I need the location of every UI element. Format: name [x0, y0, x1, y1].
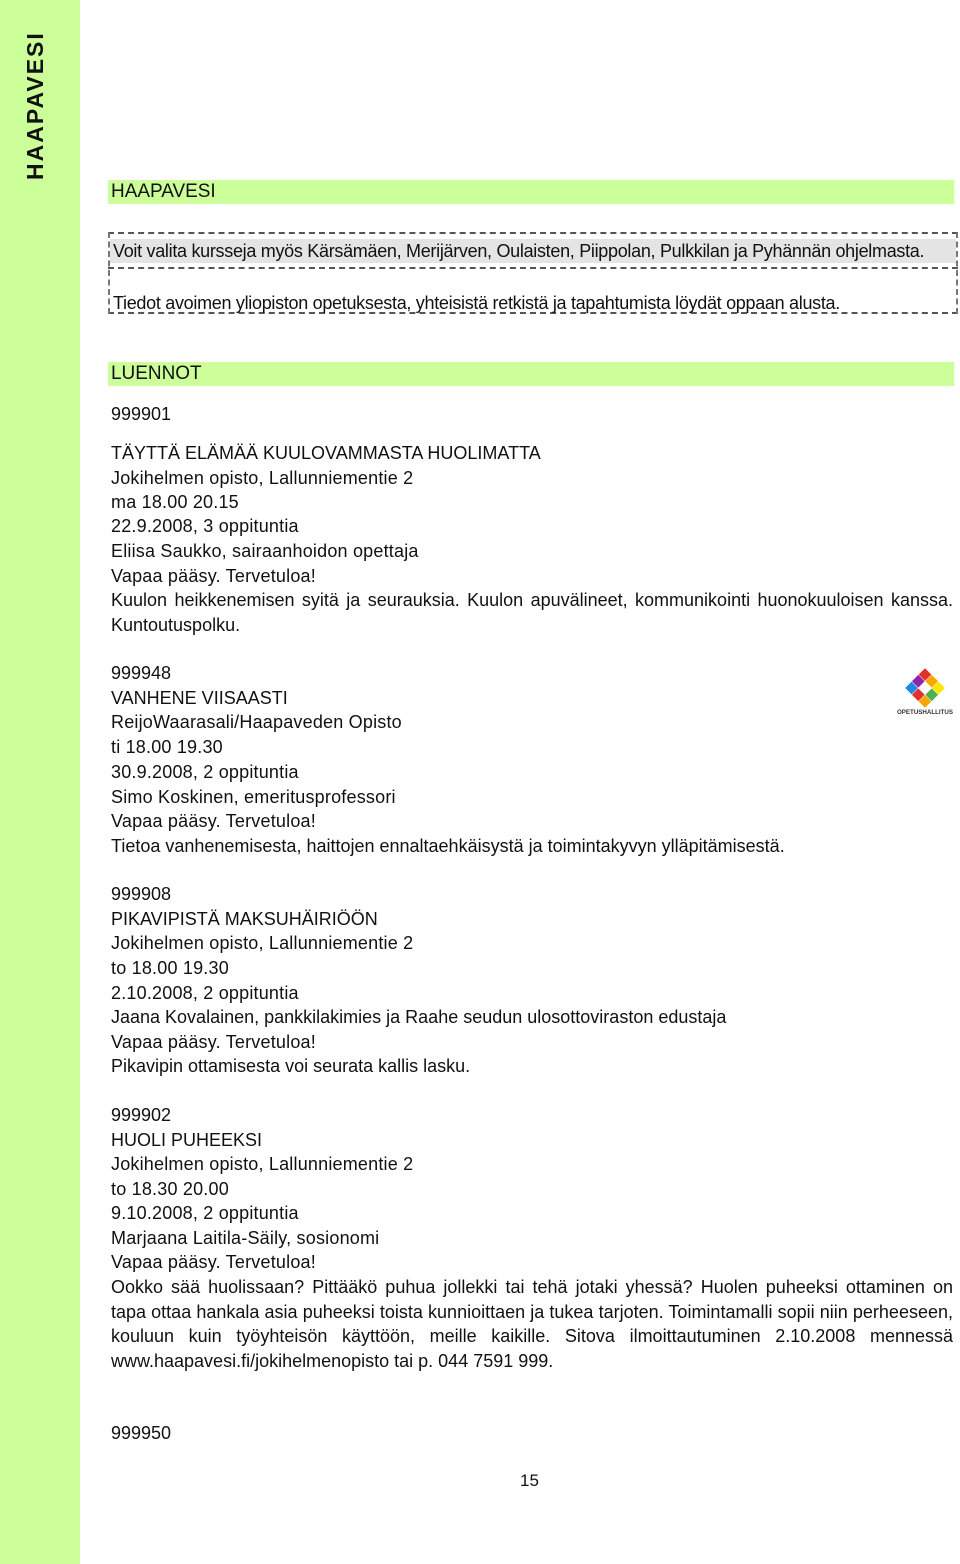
- course-place: ReijoWaarasali/Haapaveden Opisto: [111, 712, 402, 732]
- course-code: 999901: [111, 404, 172, 424]
- course-title: PIKAVIPISTÄ MAKSUHÄIRIÖÖN: [111, 909, 378, 929]
- course-code: 999948: [111, 663, 172, 683]
- course-description: Kuulon heikkenemisen syitä ja seurauksia. Kuulon apuvälineet, kommunikointi huonokuuloisen kanssa. Kuntoutuspolku.: [111, 590, 953, 635]
- course-date: 2.10.2008, 2 oppituntia: [111, 983, 299, 1003]
- course-teacher: Eliisa Saukko, sairaanhoidon opettaja: [111, 541, 419, 561]
- course-teacher: Simo Koskinen, emeritusprofessori: [111, 787, 396, 807]
- course-admission: Vapaa pääsy. Tervetuloa!: [111, 1032, 316, 1052]
- course-time: to 18.30 20.00: [111, 1179, 229, 1199]
- course-time: to 18.00 19.30: [111, 958, 229, 978]
- course-date: 22.9.2008, 3 oppituntia: [111, 516, 299, 536]
- course-place: Jokihelmen opisto, Lallunniementie 2: [111, 1154, 414, 1174]
- course-place: Jokihelmen opisto, Lallunniementie 2: [111, 933, 414, 953]
- logo-text: OPETUSHALLITUS: [896, 709, 954, 716]
- section-title: LUENNOT: [108, 362, 954, 386]
- notice-divider: [108, 267, 958, 269]
- course-code: 999950: [111, 1423, 172, 1443]
- course-teacher: Jaana Kovalainen, pankkilakimies ja Raahe seudun ulosottoviraston edustaja: [111, 1007, 727, 1027]
- course-place: Jokihelmen opisto, Lallunniementie 2: [111, 468, 414, 488]
- course-title: TÄYTTÄ ELÄMÄÄ KUULOVAMMASTA HUOLIMATTA: [111, 443, 541, 463]
- opetushallitus-logo: [893, 668, 957, 716]
- page-header: HAAPAVESI: [108, 180, 954, 204]
- course-title: HUOLI PUHEEKSI: [111, 1130, 263, 1150]
- course-description: Tietoa vanhenemisesta, haittojen ennaltaehkäisystä ja toimintakyvyn ylläpitämisestä.: [111, 836, 785, 856]
- course-teacher: Marjaana Laitila-Säily, sosionomi: [111, 1228, 380, 1248]
- page-number: 15: [520, 1471, 539, 1490]
- course-time: ti 18.00 19.30: [111, 737, 223, 757]
- course-admission: Vapaa pääsy. Tervetuloa!: [111, 566, 316, 586]
- course-date: 9.10.2008, 2 oppituntia: [111, 1203, 299, 1223]
- course-description: Ookko sää huolissaan? Pittääkö puhua jollekki tai tehä jotaki yhessä? Huolen puheeksi ottaminen on tapa ottaa hankala asia puheeksi toista kunnioittaen ja tukea tarjoten. Toimintamalli sopii niin perheeseen, kouluun kuin työyhteisön käyttöön, meille kaikille. Sitova ilmoittautuminen 2.10.2008 mennessä www.haapavesi.fi/jokihelmenopisto tai p. 044 7591 999.: [111, 1277, 953, 1371]
- sidebar-title: HAAPAVESI: [22, 31, 48, 180]
- course-admission: Vapaa pääsy. Tervetuloa!: [111, 1252, 316, 1272]
- notice-line-1: Voit valita kursseja myös Kärsämäen, Merijärven, Oulaisten, Piippolan, Pulkkilan ja Pyhännän ohjelmasta.: [110, 239, 956, 263]
- course-code: 999908: [111, 884, 172, 904]
- course-admission: Vapaa pääsy. Tervetuloa!: [111, 811, 316, 831]
- sidebar-band: [0, 0, 80, 1564]
- course-code: 999902: [111, 1105, 172, 1125]
- course-time: ma 18.00 20.15: [111, 492, 239, 512]
- notice-box: [108, 232, 958, 314]
- course-title: VANHENE VIISAASTI: [111, 688, 288, 708]
- course-date: 30.9.2008, 2 oppituntia: [111, 762, 299, 782]
- course-description: Pikavipin ottamisesta voi seurata kallis lasku.: [111, 1056, 471, 1076]
- notice-line-2: Tiedot avoimen yliopiston opetuksesta, yhteisistä retkistä ja tapahtumista löydät oppaan alusta.: [113, 293, 840, 313]
